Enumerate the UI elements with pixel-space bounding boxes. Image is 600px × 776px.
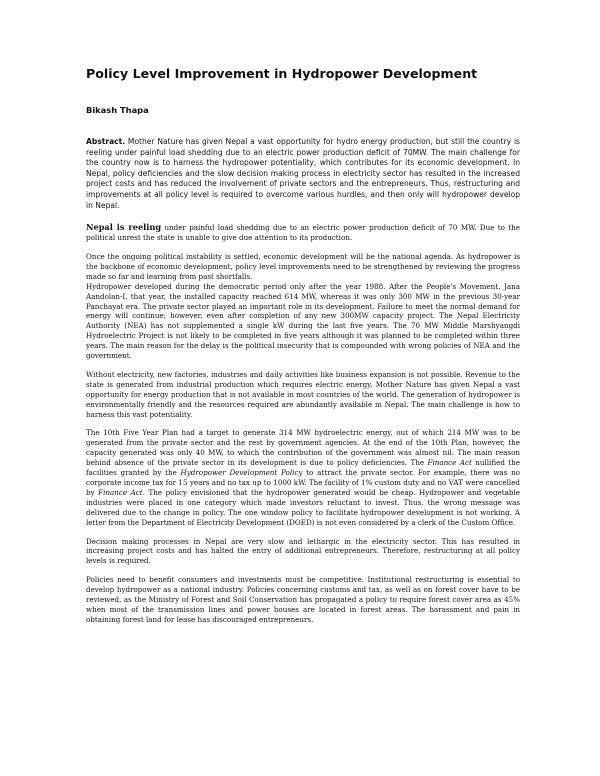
abstract (86, 137, 520, 211)
paragraph-4-text-3: to attract the private sector. For example, there was no corporate income tax for 15 years and no tax up to 1000 kW. The facility of 1% custom duty and no VAT were cancelled by (86, 468, 520, 497)
document-page (86, 66, 520, 634)
paragraph-4-text-2: nullified the facilities granted by the (86, 458, 520, 478)
author-name: Bikash Thapa (86, 105, 149, 115)
paragraph-4 (86, 428, 520, 527)
paragraph-6: Policies need to benefit consumers and investments must be competitive. Institutional restructuring is essential to develop hydropower as a national industry. Policies concerning customs and tax, as well as on forest cover have to be reviewed, as the Ministry of Forest and Soil Conservation has propagated a policy to require forest cover area as 45% when most of the transmission lines and power houses are located in forest areas. The harassment and pain in obtaining forest land for lease has discouraged entrepreneurs. (86, 575, 520, 624)
paragraph-1 (86, 223, 520, 243)
hydropower-policy-ref: Hydropower Development Policy (180, 468, 303, 478)
paragraph-2b-text: Hydropower developed during the democratic period only after the year 1988. After the People's Movement, Jana Aandolan-I, that year, the installed capacity reached 614 MW, whereas it was only 300 MW in the previous 30-year Panchayat era. The private sector played an important role in its development. Failure to meet the normal demand for energy will continue; however, even after completion of any new 300MW capacity project. The Nepal Electricity Authority (NEA) has not supplemented a single kW during the last five years. The 70 MW Middle Marshyangdi Hydroelectric Project is not likely to be completed in five years although it was planned to be completed within three years. The main reason for the delay is the political insecurity that is compounded with wrong policies of NEA and the government. (86, 281, 520, 361)
abstract-text: Mother Nature has given Nepal a vast opportunity for hydro energy production, but still the country is reeling under painful load shedding due to an electric power production deficit of 70MW. The main challenge for the country now is to harness the hydropower potentiality, which contributes for its economic development. In Nepal, policy deficiencies and the slow decision making process in electricity sector has resulted in the increased project costs and has reduced the involvement of private sectors and the entrepreneurs. Thus, restructuring and improvements at all policy level is required to overcome various hurdles, and then only will hydropower develop in Nepal. (86, 137, 520, 210)
abstract-label: Abstract. (86, 137, 126, 146)
finance-act-ref-2: Finance Act (98, 487, 143, 497)
paragraph-1-lead: Nepal is reeling (86, 222, 162, 233)
paragraph-2 (86, 252, 520, 361)
document-title: Policy Level Improvement in Hydropower Development (86, 66, 478, 81)
paragraph-2a-text: Once the ongoing political instability is settled, economic development will be the national agenda. As hydropower is the backbone of economic development, policy level improvements need to be strengthened by reviewing the progress made so far and learning from past shortfalls. (86, 251, 520, 281)
paragraph-1-text: under painful load shedding due to an electric power production deficit of 70 MW. Due to the political unrest the state is unable to give due attention to its production. (86, 223, 520, 243)
finance-act-ref-1: Finance Act (427, 458, 472, 468)
paragraph-3: Without electricity, new factories, industries and daily activities like business expansion is not possible. Revenue to the state is generated from industrial production which requires electric energy. Mother Nature has given Nepal a vast opportunity for energy production that is not available in most countries of the world. The generation of hydropower is environmentally friendly and the resources required are abundantly available in Nepal. The main challenge is how to harness this vast potentiality. (86, 369, 520, 419)
paragraph-4-text-4: . The policy envisioned that the hydropower generated would be cheap. Hydropower and vegetable industries were placed in one category which made investors reluctant to invest. Thus, the wrong message was delivered due to the change in policy. The one window policy to facilitate hydropower development is not working. A letter from the Department of Electricity Development (DOED) is not even considered by a clerk of the Custom Office. (86, 487, 520, 527)
paragraph-4-text-1: The 10th Five Year Plan had a target to generate 314 MW hydroelectric energy, out of which 214 MW was to be generated from the private sector and the rest by government agencies. At the end of the 10th Plan, however, the capacity generated was only 40 MW, to which the contribution of the government was almost nil. The main reason behind absence of the private sector in its development is due to policy deficiencies. The (86, 428, 520, 468)
paragraph-5: Decision making processes in Nepal are very slow and lethargic in the electricity sector. This has resulted in increasing project costs and has halted the entry of additional entrepreneurs. Therefore, restructuring at all policy levels is required. (86, 536, 520, 566)
